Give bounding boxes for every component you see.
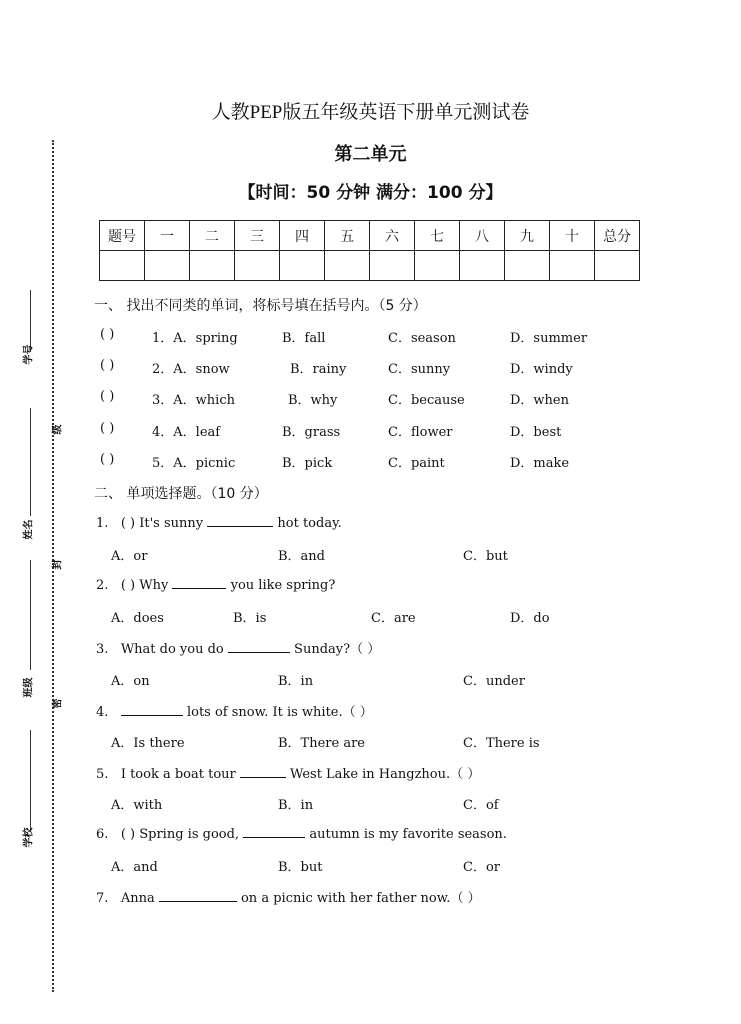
- score-cell[interactable]: [325, 251, 370, 281]
- s1-q2-option-c: C．sunny: [388, 362, 451, 377]
- score-cell[interactable]: [100, 251, 145, 281]
- score-cell[interactable]: [235, 251, 280, 281]
- s1-q3-option-a: 3．A．which: [152, 393, 235, 408]
- section2-heading: 二、 单项选择题。（10 分）: [94, 486, 268, 502]
- stem-text: you like spring?: [230, 578, 336, 593]
- score-value-row: [100, 251, 640, 281]
- s2-q2-stem: [96, 576, 335, 593]
- s2-q2-option-a: A．does: [111, 611, 164, 626]
- s2-q1-option-b: B．and: [278, 549, 325, 564]
- score-header-cell: 三: [235, 221, 280, 251]
- s2-q5-stem: [96, 763, 480, 782]
- s1-q1-paren[interactable]: ( ): [100, 327, 115, 342]
- stem-text: Sunday?（ ）: [294, 642, 381, 657]
- s1-q5-option-c: C．paint: [388, 456, 445, 471]
- question-number: 3.: [96, 642, 109, 657]
- answer-blank[interactable]: [172, 576, 226, 589]
- score-header-cell: 六: [370, 221, 415, 251]
- stem-text: What do you do: [120, 642, 224, 657]
- score-header-cell: 题号: [100, 221, 145, 251]
- unit-title: 第二单元: [334, 144, 407, 165]
- score-cell[interactable]: [190, 251, 235, 281]
- stem-text: Anna: [120, 891, 155, 906]
- page-title: 人教PEP版五年级英语下册单元测试卷: [211, 102, 530, 123]
- answer-blank[interactable]: [243, 825, 305, 838]
- score-header-cell: 二: [190, 221, 235, 251]
- answer-blank[interactable]: [228, 640, 290, 653]
- s2-q1-option-a: A．or: [111, 549, 148, 564]
- s1-q4-option-a: 4．A．leaf: [152, 425, 221, 440]
- stem-text: hot today.: [277, 516, 342, 531]
- score-cell[interactable]: [370, 251, 415, 281]
- question-number: 7.: [96, 891, 109, 906]
- stem-text: West Lake in Hangzhou.（ ）: [290, 767, 481, 782]
- score-header-row: [100, 221, 640, 251]
- s1-q3-paren[interactable]: ( ): [100, 389, 115, 404]
- s2-q6-option-c: C．or: [463, 860, 500, 875]
- score-cell[interactable]: [595, 251, 640, 281]
- s1-q5-option-a: 5．A．picnic: [152, 456, 236, 471]
- stem-text: Why: [139, 578, 169, 593]
- s1-q4-option-b: B．grass: [282, 425, 341, 440]
- s2-q3-option-b: B．in: [278, 674, 314, 689]
- score-header-cell: 四: [280, 221, 325, 251]
- score-cell[interactable]: [460, 251, 505, 281]
- side-blank-line: [30, 408, 31, 516]
- side-label-school: 学校: [23, 827, 35, 848]
- side-blank-line: [30, 560, 31, 670]
- score-cell[interactable]: [550, 251, 595, 281]
- stem-text: I took a boat tour: [120, 767, 236, 782]
- score-header-cell: 八: [460, 221, 505, 251]
- s2-q4-option-b: B．There are: [278, 736, 365, 751]
- score-header-cell: 九: [505, 221, 550, 251]
- answer-paren[interactable]: ( ): [120, 827, 136, 842]
- side-label-student-number: 学号: [23, 344, 35, 365]
- s2-q4-option-a: A．Is there: [111, 736, 185, 751]
- s1-q5-paren[interactable]: ( ): [100, 452, 115, 467]
- s1-q5-option-b: B．pick: [282, 456, 333, 471]
- s2-q2-option-b: B．is: [233, 611, 267, 626]
- s2-q4-option-c: C．There is: [463, 736, 540, 751]
- question-number: 6.: [96, 827, 109, 842]
- stem-text: autumn is my favorite season.: [309, 827, 507, 842]
- score-header-cell: 七: [415, 221, 460, 251]
- s1-q4-paren[interactable]: ( ): [100, 421, 115, 436]
- s1-q2-option-d: D．windy: [510, 362, 573, 377]
- answer-blank[interactable]: [159, 889, 237, 902]
- s2-q1-option-c: C．but: [463, 549, 508, 564]
- stem-text: on a picnic with her father now.（ ）: [240, 891, 481, 906]
- answer-blank[interactable]: [207, 514, 273, 527]
- score-cell[interactable]: [415, 251, 460, 281]
- side-label-class: 班级: [23, 677, 35, 698]
- score-cell[interactable]: [280, 251, 325, 281]
- time-info: 【时间：50 分钟 满分：100 分】: [238, 183, 503, 203]
- s2-q1-stem: [96, 514, 342, 531]
- s1-q3-option-b: B．why: [288, 393, 338, 408]
- side-label-secret: 密: [52, 698, 64, 709]
- side-blank-line: [30, 730, 31, 830]
- score-header-cell: 一: [145, 221, 190, 251]
- s2-q6-option-a: A．and: [111, 860, 158, 875]
- score-header-cell: 总分: [595, 221, 640, 251]
- s2-q5-option-b: B．in: [278, 798, 314, 813]
- s2-q3-option-a: A．on: [111, 674, 150, 689]
- s2-q3-stem: [96, 638, 380, 657]
- s1-q5-option-d: D．make: [510, 456, 570, 471]
- stem-text: Spring is good,: [139, 827, 240, 842]
- s1-q4-option-d: D．best: [510, 425, 562, 440]
- question-number: 2.: [96, 578, 109, 593]
- s1-q2-paren[interactable]: ( ): [100, 358, 115, 373]
- s2-q6-stem: [96, 825, 507, 842]
- question-number: 1.: [96, 516, 109, 531]
- score-table: [99, 220, 640, 281]
- s1-q2-option-b: B．rainy: [290, 362, 347, 377]
- s1-q1-option-c: C．season: [388, 331, 456, 346]
- score-cell[interactable]: [145, 251, 190, 281]
- s2-q2-option-d: D．do: [510, 611, 550, 626]
- s2-q4-stem: [96, 701, 373, 720]
- s2-q3-option-c: C．under: [463, 674, 525, 689]
- s1-q3-option-d: D．when: [510, 393, 569, 408]
- side-blank-line: [30, 290, 31, 352]
- answer-blank[interactable]: [240, 765, 286, 778]
- side-label-seal: 封: [52, 559, 64, 570]
- stem-text: It's sunny: [139, 516, 204, 531]
- stem-text: lots of snow. It is white.（ ）: [186, 705, 373, 720]
- s1-q1-option-a: 1．A．spring: [152, 331, 238, 346]
- s1-q4-option-c: C．flower: [388, 425, 453, 440]
- s1-q2-option-a: 2．A．snow: [152, 362, 230, 377]
- question-number: 5.: [96, 767, 109, 782]
- s1-q3-option-c: C．because: [388, 393, 465, 408]
- s1-q1-option-d: D．summer: [510, 331, 588, 346]
- section1-heading: 一、 找出不同类的单词，将标号填在括号内。（5 分）: [94, 298, 427, 314]
- score-header-cell: 十: [550, 221, 595, 251]
- score-header-cell: 五: [325, 221, 370, 251]
- s2-q6-option-b: B．but: [278, 860, 323, 875]
- s2-q5-option-c: C．of: [463, 798, 499, 813]
- s2-q5-option-a: A．with: [111, 798, 163, 813]
- question-number: 4.: [96, 705, 109, 720]
- s1-q1-option-b: B．fall: [282, 331, 326, 346]
- score-cell[interactable]: [505, 251, 550, 281]
- s2-q7-stem: [96, 887, 481, 906]
- answer-paren[interactable]: ( ): [120, 578, 136, 593]
- side-label-name: 姓名: [23, 519, 35, 540]
- s2-q2-option-c: C．are: [371, 611, 416, 626]
- answer-paren[interactable]: ( ): [120, 516, 136, 531]
- answer-blank[interactable]: [121, 703, 183, 716]
- side-label-grade: 级: [52, 424, 64, 435]
